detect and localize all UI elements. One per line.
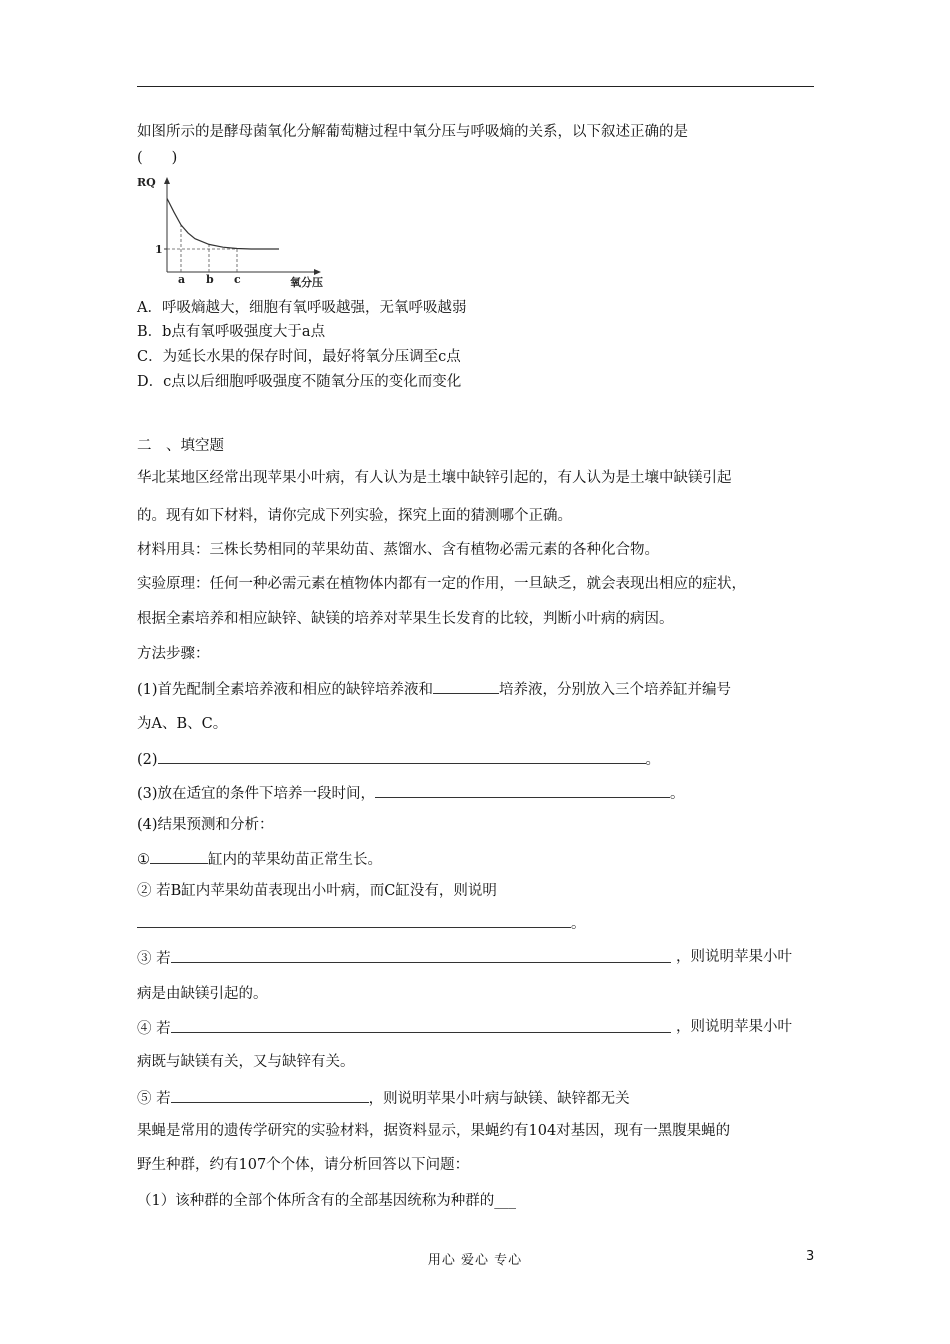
step2 [137,748,660,770]
step2-text-post: 。 [645,752,661,768]
x-tick-label-c: c [234,273,241,286]
section3-intro-line2: 野生种群，约有107个个体，请分析回答以下问题： [137,1157,470,1173]
chart-guides [164,225,237,272]
x-tick-label-b: b [206,273,214,286]
result3-text-pre: ③ 若 [137,951,171,967]
result2-blank[interactable] [137,912,571,928]
result3 [137,947,671,969]
y-axis-label: RQ [137,176,156,189]
section2-intro-line1: 华北某地区经常出现苹果小叶病，有人认为是土壤中缺锌引起的，有人认为是土壤中缺镁引起 [137,470,732,486]
section2-intro-line2: 的。现有如下材料，请你完成下列实验，探究上面的猜测哪个正确。 [137,508,572,524]
result3-cont: 病是由缺镁引起的。 [137,986,268,1002]
result4-text-post: ，则说明苹果小叶 [676,1019,792,1035]
step3 [137,782,685,804]
page-footer: 用心 爱心 专心 [427,1253,523,1268]
step2-text-pre: (2) [137,752,158,768]
page-number: 3 [806,1249,815,1264]
section3-intro-line1: 果蝇是常用的遗传学研究的实验材料，据资料显示，果蝇约有104对基因，现有一黑腹果蝇的 [137,1123,731,1139]
result1-text-post: 缸内的苹果幼苗正常生长。 [208,852,382,868]
option-a: A．呼吸熵越大，细胞有氧呼吸越强，无氧呼吸越弱 [137,300,467,316]
step4-heading: (4)结果预测和分析： [137,817,274,833]
result5-text-pre: ⑤ 若 [137,1091,171,1107]
method-heading: 方法步骤： [137,646,210,662]
option-d: D．c点以后细胞呼吸强度不随氧分压的变化而变化 [137,374,462,390]
y-tick-label-1: 1 [155,243,163,256]
chart-axes [164,177,321,275]
result2-answer [137,912,586,934]
x-axis-label: 氧分压 [290,276,323,289]
materials: 材料用具：三株长势相同的苹果幼苗、蒸馏水、含有植物必需元素的各种化合物。 [137,542,659,558]
option-b: B．b点有氧呼吸强度大于a点 [137,324,326,340]
result5-blank[interactable] [171,1087,369,1103]
result5 [137,1087,630,1109]
result3-blank[interactable] [171,947,671,963]
result1-text-pre: ① [137,852,150,868]
step1-text-post: 培养液，分别放入三个培养缸并编号 [499,682,732,698]
principle-line2: 根据全素培养和相应缺锌、缺镁的培养对苹果生长发育的比较，判断小叶病的病因。 [137,611,674,627]
result4-cont: 病既与缺镁有关，又与缺锌有关。 [137,1054,355,1070]
y-axis-arrow [164,177,170,184]
option-c: C．为延长水果的保存时间，最好将氧分压调至c点 [137,349,461,365]
step3-text-post: 。 [670,786,685,802]
step1-blank[interactable] [433,678,499,694]
step3-text-pre: (3)放在适宜的条件下培养一段时间， [137,786,376,802]
x-axis-arrow [314,269,321,275]
result1 [137,848,382,870]
rq-oxygen-chart [135,172,323,292]
step1-text-pre: (1)首先配制全素培养液和相应的缺锌培养液和 [137,682,434,698]
section2-heading: 二 、填空题 [137,438,224,454]
step2-blank[interactable] [158,748,646,764]
rq-curve [167,198,279,249]
header-rule [137,86,814,87]
result4-blank[interactable] [171,1017,671,1033]
result1-blank[interactable] [150,848,208,864]
result3-text-post: ，则说明苹果小叶 [676,949,792,965]
x-tick-label-a: a [178,273,186,286]
step1 [137,678,731,700]
step1-cont: 为A、B、C。 [137,716,228,732]
section3-question1: （1）该种群的全部个体所含有的全部基因统称为种群的___ [137,1193,516,1209]
step3-blank[interactable] [375,782,670,798]
result2-end: 。 [571,916,586,932]
result5-text-post: ，则说明苹果小叶病与缺镁、缺锌都无关 [368,1091,630,1107]
chart-curve [167,198,279,249]
question-paren: ( ) [137,150,178,166]
result2: ② 若B缸内苹果幼苗表现出小叶病，而C缸没有，则说明 [137,883,497,899]
question-stem: 如图所示的是酵母菌氧化分解葡萄糖过程中氧分压与呼吸熵的关系，以下叙述正确的是 [137,124,688,140]
principle-line1: 实验原理：任何一种必需元素在植物体内都有一定的作用，一旦缺乏，就会表现出相应的症状， [137,576,746,592]
result4-text-pre: ④ 若 [137,1021,171,1037]
result4 [137,1017,671,1039]
